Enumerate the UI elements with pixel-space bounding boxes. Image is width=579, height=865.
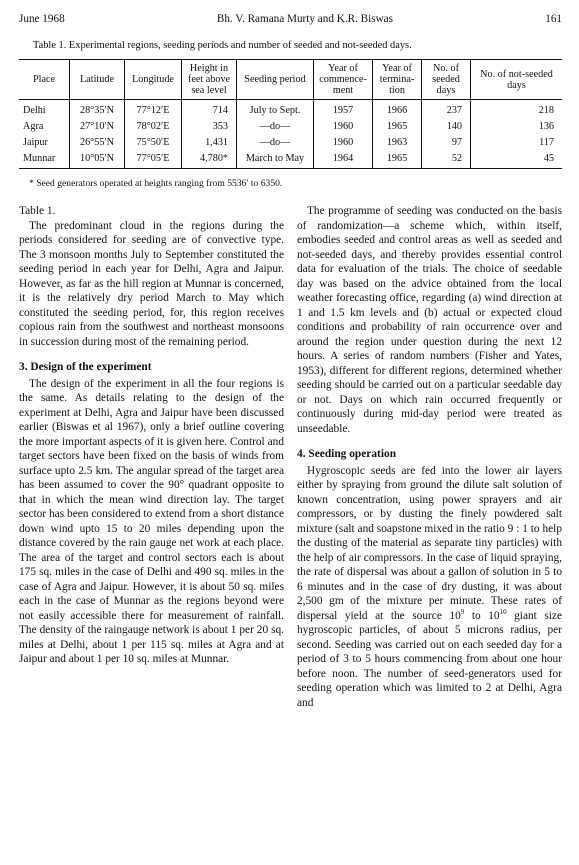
- col-header-seeding-period: Seeding period: [237, 60, 314, 100]
- header-date: June 1968: [19, 13, 65, 25]
- section-heading: 3. Design of the experiment: [19, 361, 152, 374]
- experimental-regions-table: [19, 59, 562, 169]
- left-column: [19, 204, 284, 710]
- right-column: [297, 204, 562, 710]
- cell-seeded-days: 140: [422, 118, 471, 134]
- col-header-height: Height in feet above sea level: [182, 60, 237, 100]
- page-number: 161: [545, 13, 562, 25]
- table-body: [19, 100, 562, 169]
- text-run: to 10: [464, 609, 500, 622]
- cell-year-commencement: 1960: [314, 118, 373, 134]
- table-footnote: * Seed generators operated at heights ranging from 5536′ to 6350.: [29, 178, 283, 190]
- cell-height: 1,431: [182, 134, 237, 150]
- cell-latitude: 10°05′N: [70, 150, 125, 169]
- paragraph: The programme of seeding was conducted on the basis of randomization—a scheme which, within itself, embodies seeded and control areas as well as seeded and not-seeded days, and thereby provides essential control data for evaluation of the trials. The choice of seedable day was based on the advice obtained from the local weather forecasting office, regarding (a) wind direction at 1 and 1.5 km levels and (b) actual or expected cloud conditions and probability of rain occurrence over and around the region under question during the next 12 hours. A series of random numbers (Fisher and Yates, 1953), different for different regions, determined whether seeding should be carried out on a particular seedable day or not. Days on which rain occurred frequently or continuously during mid-day period were treated as unseedable.: [297, 205, 562, 435]
- paragraph: The design of the experiment in all the four regions is the same. As details relating to the design of the experiment at Delhi, Agra and Jaipur have been discussed earlier (Biswas et al 1967), only a brief outline covering the more important aspects of it is given here. Control and target sectors have been fixed on the basis of winds from surface upto 2.5 km. The angular spread of the target area has been assumed to cover the 90° quadrant opposite to that in which the mean wind direction lay. The target sector has been considered to extend from a short distance down wind upto 15 to 20 miles depending upon the distance covered by the rain gauge net work at each place. The area of the target and control sectors each is about 175 sq. miles in the case of Delhi and 490 sq. miles in the case of Agra and Jaipur. However, it is about 50 sq. miles each in the case of Munnar as the regions beyond were not easily accessible there for measurement of rainfall. The density of the raingauge network is about 1 per 20 sq. miles at Delhi, about 1 per 115 sq. miles at Agra and at Jaipur and about 1 per 10 sq. miles at Munnar.: [19, 377, 284, 666]
- col-header-longitude: Longitude: [125, 60, 182, 100]
- header-authors: Bh. V. Ramana Murty and K.R. Biswas: [216, 13, 393, 25]
- cell-seeding-period: March to May: [237, 150, 314, 169]
- text-run: giant size hygroscopic particles, of about 5 microns radius, per second. Seeding was carried out on each seeded day for a period of 3 to 5 hours commencing from about one hour before noon. The number of seed-generators used for seeding operation which was limited to 2 at Delhi, Agra and: [297, 609, 562, 709]
- cell-seeding-period: —do—: [237, 134, 314, 150]
- section-heading: 4. Seeding operation: [297, 448, 397, 461]
- paragraph: Table 1.: [19, 205, 56, 218]
- cell-place: Agra: [23, 120, 44, 132]
- cell-year-commencement: 1957: [314, 100, 373, 119]
- col-header-seeded-days: No. of seeded days: [422, 60, 471, 100]
- cell-height: 714: [182, 100, 237, 119]
- paragraph: The predominant cloud in the regions during the periods considered for seeding are of convective type. The 3 monsoon months July to September constituted the seeding period in each year for Delhi, Agra and Jaipur. However, as far as the hill region at Munnar is concerned, it is the relatively dry period March to May which constituted the seeding period, for, this region receives copious rain from the southwest and northeast monsoons in succession during most of the remaining period.: [19, 219, 284, 348]
- cell-latitude: 27°10′N: [70, 118, 125, 134]
- running-header: [19, 0, 562, 33]
- text-run: Hygroscopic seeds are fed into the lower air layers either by spraying from ground the dilute salt solution of known concentration, using power sprayers and air compressors, or by dusting the finely powdered salt mixture (salt and soapstone mixed in the ratio 9 : 1 to help the dusting of the material as separate tiny particles) with the help of air compressors. In the case of liquid spraying, the rate of dispersal was about a gallon of solution in 5 to 6 minutes and in the case of dry dusting, it was about 2,500 gm of the mixture per minute. These rates of dispersal yield at the source 10: [297, 464, 562, 622]
- body-columns: [19, 204, 562, 710]
- table-row: [19, 100, 562, 119]
- cell-not-seeded-days: 218: [471, 100, 563, 119]
- cell-seeded-days: 237: [422, 100, 471, 119]
- cell-latitude: 26°55′N: [70, 134, 125, 150]
- col-header-year-commencement: Year of commence-ment: [314, 60, 373, 100]
- table-row: [19, 134, 562, 150]
- cell-year-termination: 1966: [373, 100, 422, 119]
- cell-place: Jaipur: [23, 136, 48, 148]
- cell-longitude: 78°02′E: [125, 118, 182, 134]
- cell-seeded-days: 97: [422, 134, 471, 150]
- cell-longitude: 75°50′E: [125, 134, 182, 150]
- col-header-latitude: Latitude: [70, 60, 125, 100]
- cell-year-termination: 1965: [373, 150, 422, 169]
- cell-latitude: 28°35′N: [70, 100, 125, 119]
- cell-seeding-period: —do—: [237, 118, 314, 134]
- cell-seeded-days: 52: [422, 150, 471, 169]
- cell-longitude: 77°12′E: [125, 100, 182, 119]
- col-header-not-seeded-days: No. of not-seeded days: [471, 60, 563, 100]
- table-caption: Table 1. Experimental regions, seeding periods and number of seeded and not-seeded days.: [33, 40, 412, 51]
- table-row: [19, 118, 562, 134]
- cell-year-commencement: 1964: [314, 150, 373, 169]
- cell-height: 4,780*: [182, 150, 237, 169]
- cell-place: Delhi: [23, 104, 46, 116]
- cell-year-termination: 1963: [373, 134, 422, 150]
- cell-not-seeded-days: 45: [471, 150, 563, 169]
- paragraph: [297, 464, 562, 711]
- superscript: 9: [460, 607, 465, 616]
- table-header: [19, 60, 562, 100]
- cell-not-seeded-days: 136: [471, 118, 563, 134]
- superscript: 10: [499, 607, 507, 616]
- cell-seeding-period: July to Sept.: [237, 100, 314, 119]
- cell-year-commencement: 1960: [314, 134, 373, 150]
- col-header-place: Place: [19, 60, 70, 100]
- cell-year-termination: 1965: [373, 118, 422, 134]
- cell-height: 353: [182, 118, 237, 134]
- cell-not-seeded-days: 117: [471, 134, 563, 150]
- cell-longitude: 77°05′E: [125, 150, 182, 169]
- table-row: [19, 150, 562, 169]
- col-header-year-termination: Year of termina-tion: [373, 60, 422, 100]
- cell-place: Munnar: [19, 150, 70, 169]
